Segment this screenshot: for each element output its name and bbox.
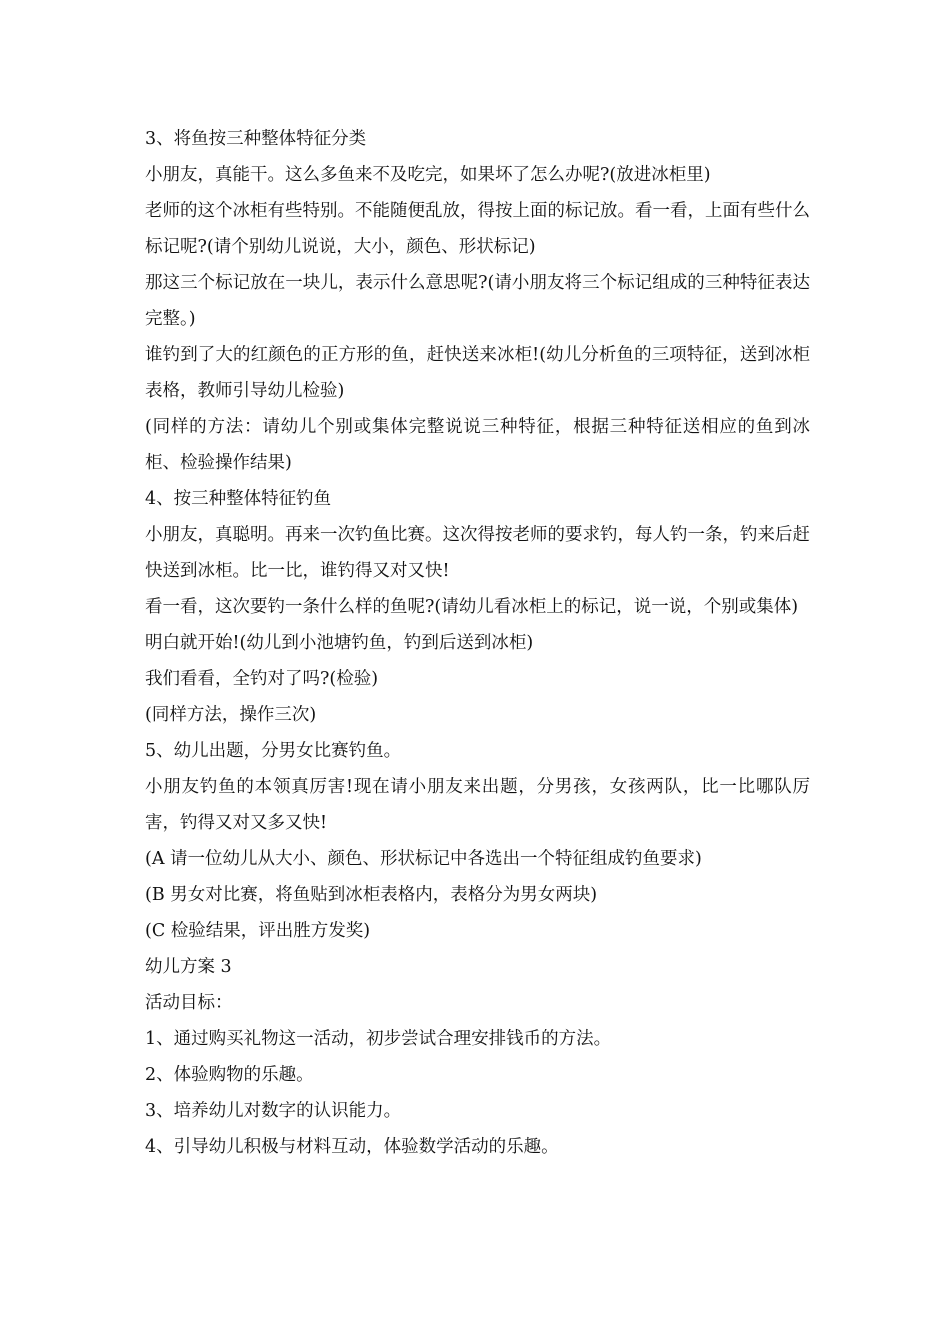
heading-step-4: 4、按三种整体特征钓鱼 — [145, 489, 332, 509]
paragraph: 明白就开始!(幼儿到小池塘钓鱼，钓到后送到冰柜) — [145, 633, 534, 653]
paragraph: 小朋友钓鱼的本领真厉害!现在请小朋友来出题，分男孩，女孩两队，比一比哪队厉害，钓得又对又多又快! — [145, 777, 810, 833]
paragraph: 那这三个标记放在一块儿，表示什么意思呢?(请小朋友将三个标记组成的三种特征表达完整。) — [145, 273, 810, 329]
paragraph: (同样的方法：请幼儿个别或集体完整说说三种特征，根据三种特征送相应的鱼到冰柜、检验操作结果) — [145, 417, 810, 473]
objective-item: 3、培养幼儿对数字的认识能力。 — [145, 1101, 402, 1121]
objective-item: 4、引导幼儿积极与材料互动，体验数学活动的乐趣。 — [145, 1137, 559, 1157]
paragraph: (A 请一位幼儿从大小、颜色、形状标记中各选出一个特征组成钓鱼要求) — [145, 849, 702, 869]
paragraph: (B 男女对比赛，将鱼贴到冰柜表格内，表格分为男女两块) — [145, 885, 598, 905]
objective-item: 2、体验购物的乐趣。 — [145, 1065, 314, 1085]
paragraph: 老师的这个冰柜有些特别。不能随便乱放，得按上面的标记放。看一看，上面有些什么标记呢?(请个别幼儿说说，大小，颜色、形状标记) — [145, 201, 810, 257]
paragraph: 小朋友，真聪明。再来一次钓鱼比赛。这次得按老师的要求钓，每人钓一条，钓来后赶快送到冰柜。比一比，谁钓得又对又快! — [145, 525, 810, 581]
objectives-heading: 活动目标： — [145, 993, 233, 1013]
document-body — [145, 121, 810, 1165]
section-title: 幼儿方案 3 — [145, 957, 232, 977]
heading-step-3: 3、将鱼按三种整体特征分类 — [145, 129, 367, 149]
paragraph: 谁钓到了大的红颜色的正方形的鱼，赶快送来冰柜!(幼儿分析鱼的三项特征，送到冰柜表格，教师引导幼儿检验) — [145, 345, 810, 401]
paragraph: 小朋友，真能干。这么多鱼来不及吃完，如果坏了怎么办呢?(放进冰柜里) — [145, 165, 711, 185]
paragraph: (C 检验结果，评出胜方发奖) — [145, 921, 371, 941]
heading-step-5: 5、幼儿出题，分男女比赛钓鱼。 — [145, 741, 402, 761]
objective-item: 1、通过购买礼物这一活动，初步尝试合理安排钱币的方法。 — [145, 1029, 612, 1049]
paragraph: 看一看，这次要钓一条什么样的鱼呢?(请幼儿看冰柜上的标记，说一说，个别或集体) — [145, 597, 799, 617]
paragraph: 我们看看，全钓对了吗?(检验) — [145, 669, 379, 689]
paragraph: (同样方法，操作三次) — [145, 705, 317, 725]
